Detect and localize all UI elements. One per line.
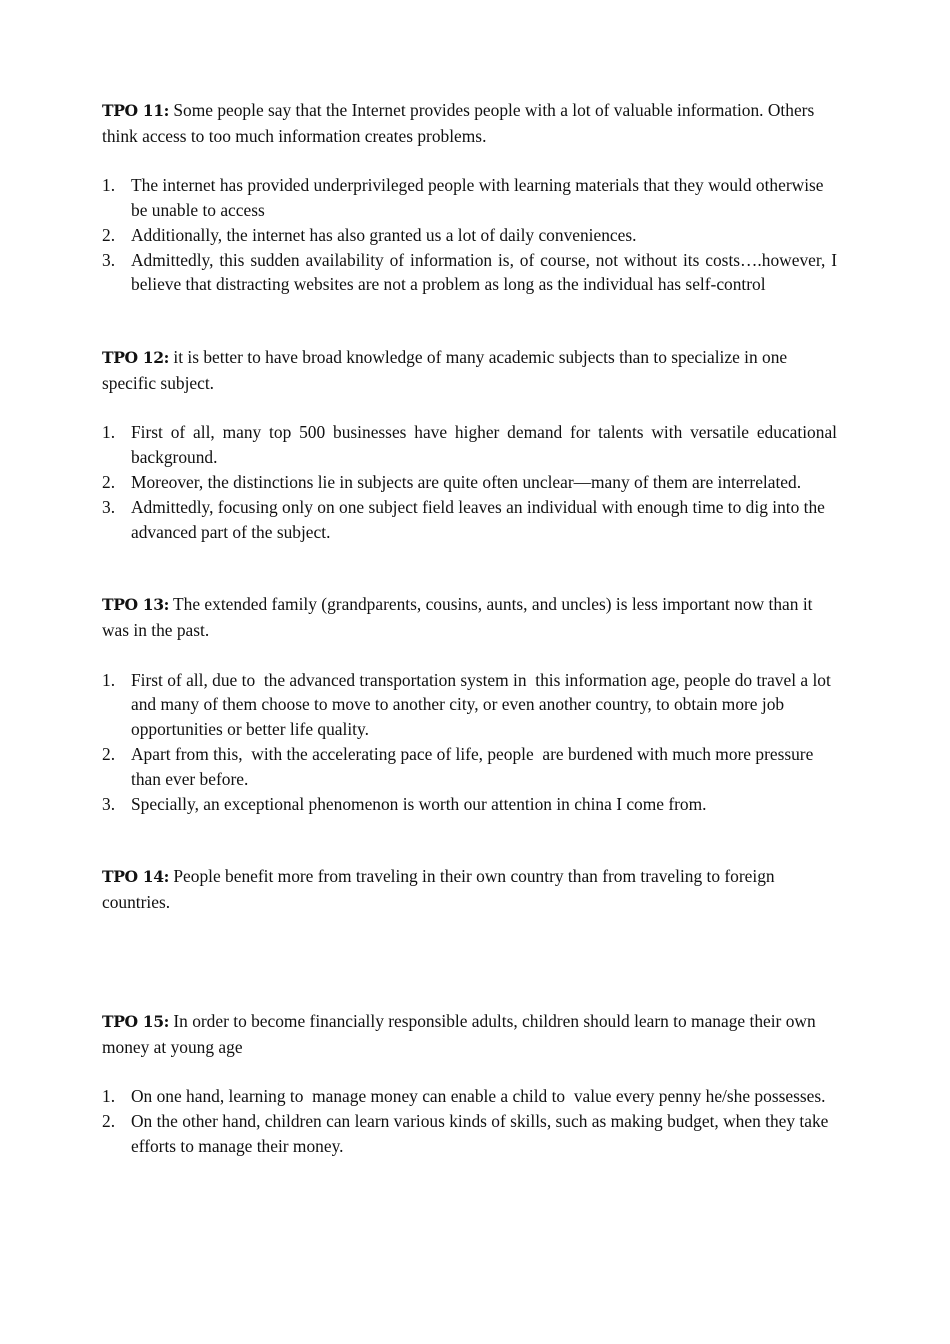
topic-prompt: People benefit more from traveling in their own country than from traveling to foreign countries. bbox=[102, 866, 775, 913]
list-item bbox=[102, 1084, 837, 1109]
points-list bbox=[102, 668, 837, 817]
topic-label: TPO 11: bbox=[102, 101, 169, 120]
list-item bbox=[102, 792, 837, 817]
points-list bbox=[102, 173, 837, 297]
topic-prompt: The extended family (grandparents, cousins, aunts, and uncles) is less important now than it was in the past. bbox=[102, 594, 813, 641]
points-list bbox=[102, 1084, 837, 1158]
list-number: 1. bbox=[102, 669, 116, 690]
topic-tpo-15 bbox=[102, 1009, 822, 1060]
list-item bbox=[102, 173, 837, 223]
list-text: Apart from this, with the accelerating pace of life, people are burdened with much more pressure than ever before. bbox=[131, 743, 818, 789]
list-text: On one hand, learning to manage money can enable a child to value every penny he/she possesses. bbox=[131, 1086, 826, 1107]
topic-tpo-13 bbox=[102, 592, 837, 643]
topic-tpo-11 bbox=[102, 98, 829, 149]
list-item bbox=[102, 470, 837, 495]
list-item bbox=[102, 668, 837, 742]
list-item bbox=[102, 1109, 837, 1159]
list-number: 1. bbox=[102, 422, 116, 443]
topic-tpo-14 bbox=[102, 864, 792, 915]
list-text: First of all, due to the advanced transportation system in this information age, people do travel a lot and many of them choose to move to another city, or even another country, to obtain more job opportunities or better life quality. bbox=[131, 669, 836, 740]
list-number: 3. bbox=[102, 496, 116, 517]
list-text: Admittedly, focusing only on one subject field leaves an individual with enough time to dig into the advanced part of the subject. bbox=[131, 496, 825, 542]
list-text: Specially, an exceptional phenomenon is worth our attention in china I come from. bbox=[131, 793, 707, 814]
list-text: Admittedly, this sudden availability of information is, of course, not without its costs….however, I believe that distracting websites are not a problem as long as the individual has self-control bbox=[131, 249, 837, 295]
points-list bbox=[102, 420, 837, 544]
topic-label: TPO 13: bbox=[102, 595, 169, 615]
list-number: 2. bbox=[102, 1110, 116, 1131]
list-item bbox=[102, 495, 837, 545]
list-text: Moreover, the distinctions lie in subjects are quite often unclear—many of them are interrelated. bbox=[131, 471, 802, 492]
list-text: The internet has provided underprivileged people with learning materials that they would otherwise be unable to access bbox=[131, 175, 824, 220]
topic-tpo-12 bbox=[102, 345, 829, 396]
list-number: 3. bbox=[102, 793, 116, 814]
list-number: 1. bbox=[102, 175, 116, 196]
topic-label: TPO 15: bbox=[102, 1011, 169, 1031]
topic-prompt: it is better to have broad knowledge of many academic subjects than to specialize in one specific subject. bbox=[102, 347, 788, 393]
list-item bbox=[102, 223, 837, 248]
list-number: 2. bbox=[102, 743, 116, 764]
topic-label: TPO 12: bbox=[102, 348, 169, 368]
list-item bbox=[102, 420, 837, 470]
list-item bbox=[102, 742, 837, 792]
list-number: 3. bbox=[102, 249, 116, 270]
list-number: 2. bbox=[102, 471, 116, 492]
list-number: 2. bbox=[102, 224, 116, 245]
list-text: First of all, many top 500 businesses have higher demand for talents with versatile educational background. bbox=[131, 422, 837, 468]
list-number: 1. bbox=[102, 1086, 116, 1107]
topic-label: TPO 14: bbox=[102, 867, 169, 887]
topic-prompt: Some people say that the Internet provides people with a lot of valuable information. Others think access to too much information creates problems. bbox=[102, 100, 815, 146]
list-text: Additionally, the internet has also granted us a lot of daily conveniences. bbox=[131, 224, 637, 245]
list-text: On the other hand, children can learn various kinds of skills, such as making budget, when they take efforts to manage their money. bbox=[131, 1110, 829, 1156]
document-page bbox=[102, 98, 837, 1158]
topic-prompt: In order to become financially responsible adults, children should learn to manage their own money at young age bbox=[102, 1010, 816, 1057]
list-item bbox=[102, 248, 837, 298]
